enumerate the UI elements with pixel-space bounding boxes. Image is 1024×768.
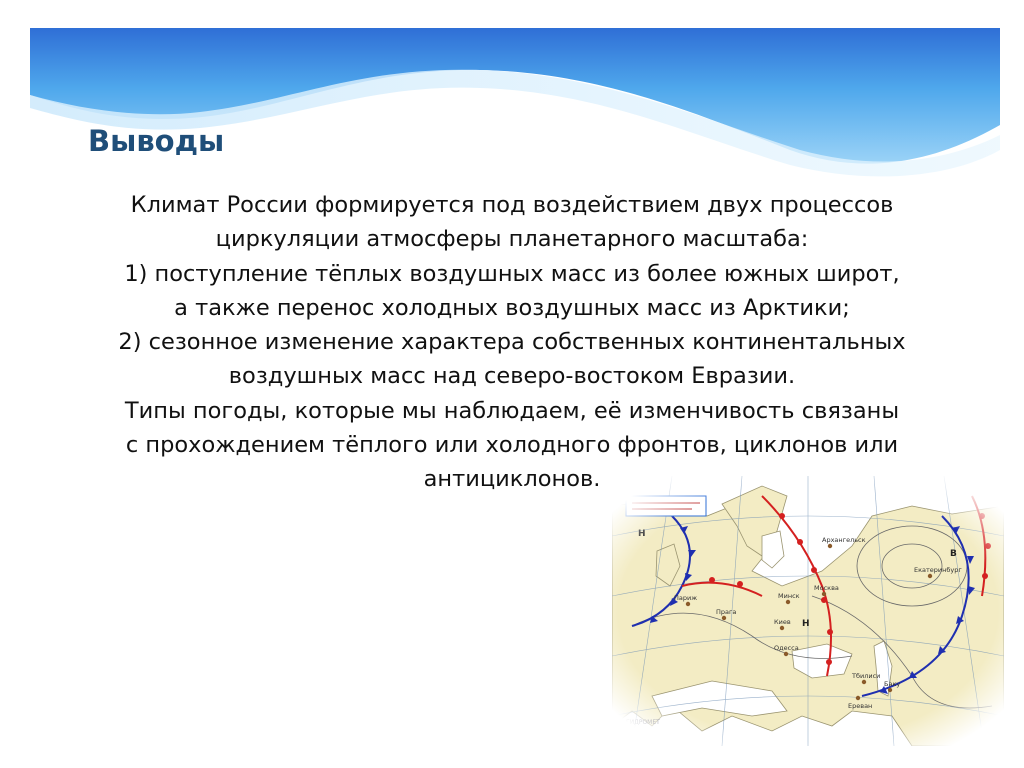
slide-title: Выводы: [88, 124, 225, 158]
text-line: Типы погоды, которые мы наблюдаем, её изменчивость связаны: [124, 397, 900, 424]
conclusion-text: [30, 188, 994, 497]
text-line: а также перенос холодных воздушных масс из Арктики;: [174, 294, 850, 321]
text-line: Климат России формируется под воздействием двух процессов: [130, 192, 894, 218]
text-line: циркуляции атмосферы планетарного масштаба:: [215, 226, 809, 253]
text-line: 1) поступление тёплых воздушных масс из более южных широт,: [124, 260, 900, 287]
text-line: с прохождением тёплого или холодного фронтов, циклонов или: [125, 432, 899, 459]
header-wave-banner: [0, 0, 1024, 200]
text-line: 2) сезонное изменение характера собственных континентальных: [118, 329, 906, 356]
text-line: антициклонов.: [423, 466, 601, 493]
text-line: воздушных масс над северо-востоком Евразии.: [228, 363, 796, 390]
weather-map: [612, 476, 1004, 746]
synoptic-map-svg: [612, 476, 1004, 746]
